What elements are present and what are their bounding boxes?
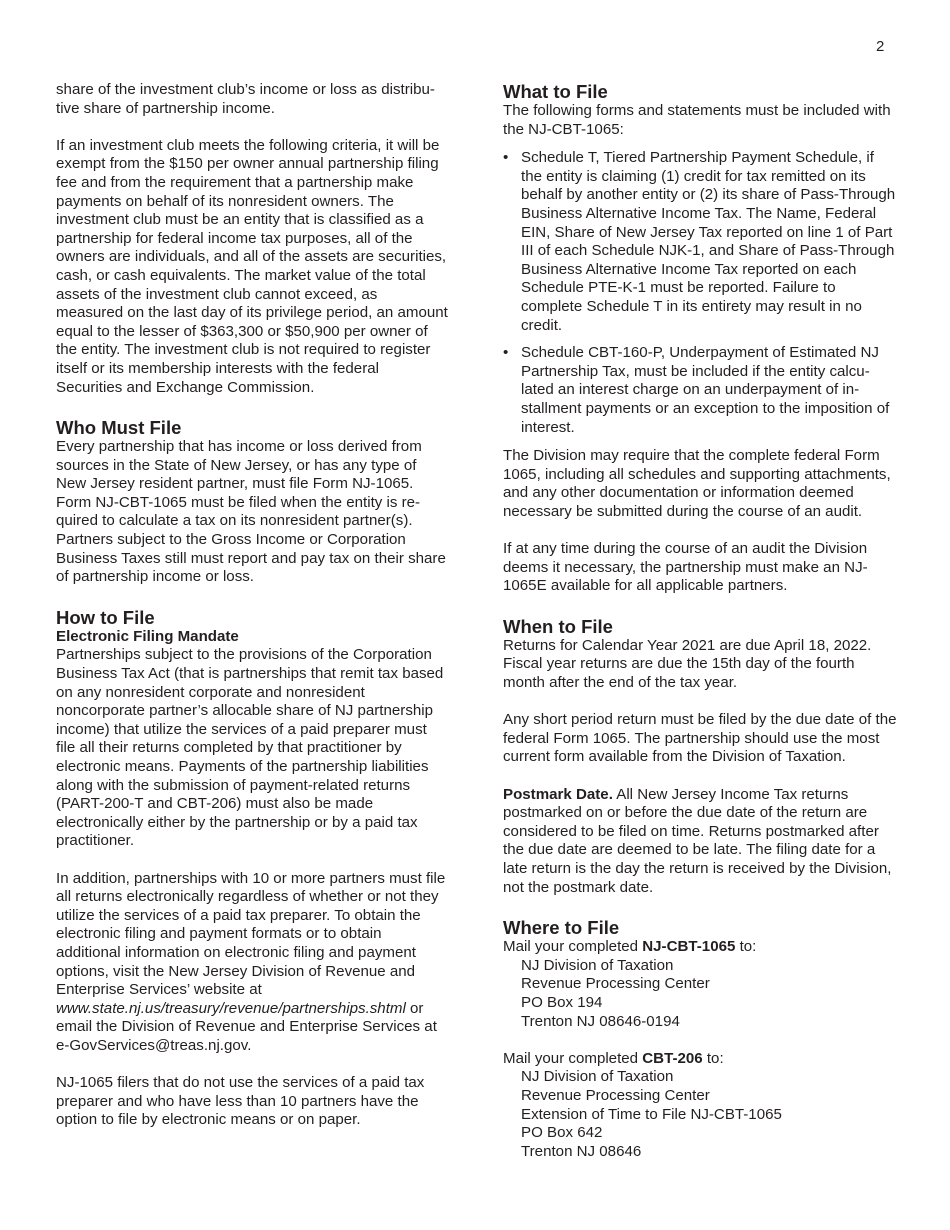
address-1-line: PO Box 194 xyxy=(521,993,603,1011)
what-to-file-text: The following forms and statements must be included with the NJ-CBT-1065: xyxy=(503,102,891,138)
postmark-date-label: Postmark Date. xyxy=(503,785,613,803)
investment-club-continuation: share of the investment club’s income or loss as distributive share of partnership income. xyxy=(56,81,435,117)
partnerships-url-link[interactable]: www.state.nj.us/treasury/revenue/partnerships.shtml xyxy=(56,999,406,1017)
when-to-file-text-1: Returns for Calendar Year 2021 are due April 18, 2022. Fiscal year returns are due the 15th day of the fourth month after the end of the tax year. xyxy=(503,636,872,692)
electronic-filing-text-2 xyxy=(56,870,448,1056)
where-to-file-heading: Where to File xyxy=(503,917,620,939)
address-2-line: Extension of Time to File NJ-CBT-1065 xyxy=(521,1105,782,1123)
who-must-file-heading: Who Must File xyxy=(56,417,182,439)
mail-2-suffix: to: xyxy=(702,1049,724,1067)
how-to-file-heading: How to File xyxy=(56,606,155,628)
division-may-require-text: The Division may require that the complete federal Form 1065, including all schedules and supporting attachments, and any other documentation or information deemed necessary be submitted during the course of an audit. xyxy=(503,447,891,520)
electronic-filing-text-3: NJ-1065 filers that do not use the services of a paid tax preparer and who have less than 10 partners have the option to file by electronic means or on paper. xyxy=(56,1074,425,1129)
when-to-file-heading: When to File xyxy=(503,615,613,637)
address-1-line: NJ Division of Taxation xyxy=(521,956,674,974)
electronic-filing-subheading: Electronic Filing Mandate xyxy=(56,627,239,645)
right-column xyxy=(503,81,897,1161)
mail-2-form: CBT-206 xyxy=(642,1049,703,1067)
address-1-line: Revenue Processing Center xyxy=(521,975,710,993)
list-item-schedule-t: • Schedule T, Tiered Partnership Payment Schedule, if the entity is claiming (1) credit for tax remitted on its behalf by another entity or (2) its share of Pass-Through Business Alternative Income Tax. The Name, Federal EIN, Share of New Jersey Tax reported on line 1 of Part III of each Schedule NJK-1, and Share of Pass-Through Business Alternative Income Tax reported on each Schedule PTE-K-1 must be reported. Failure to complete Schedule T in its entirety may result in no credit. xyxy=(503,149,897,335)
mail-2-prefix: Mail your completed xyxy=(503,1049,643,1067)
address-2-line: Trenton NJ 08646 xyxy=(521,1142,642,1160)
mail-instruction-2 xyxy=(503,1050,897,1069)
electronic-filing-text-2a: In addition, partnerships with 10 or more partners must file all returns electronically regardless of whether or not they utilize the services of a paid tax preparer. To obtain the electronic filing and payment formats or to obtain additional information on electronic filing and payment options, visit the New Jersey Division of Revenue and Enterprise Services’ website at xyxy=(56,869,446,999)
mail-1-form: NJ-CBT-1065 xyxy=(642,938,736,956)
when-to-file-text-2: Any short period return must be filed by the due date of the federal Form 1065. The partnership should use the most current form available from the Division of Taxation. xyxy=(503,711,897,766)
address-2-line: NJ Division of Taxation xyxy=(521,1068,674,1086)
mail-instruction-1 xyxy=(503,938,897,957)
what-to-file-heading: What to File xyxy=(503,81,608,102)
address-2-line: PO Box 642 xyxy=(521,1124,603,1142)
address-1-line: Trenton NJ 08646-0194 xyxy=(521,1012,680,1030)
investment-club-criteria: If an investment club meets the following criteria, it will be exempt from the $150 per owner annual partnership filing fee and from the requirement that a partnership make payments on behalf of its nonresident owners. The investment club must be an entity that is classified as a partnership for federal income tax purposes, all of the owners are individuals, and all of the assets are securities, cash, or cash equivalents. The market value of the total assets of the investment club cannot exceed, as measured on the last day of its privilege period, an amount equal to the lesser of $363,300 or $50,900 per owner of the entity. The investment club is not required to register itself or its membership interests with the federal Securities and Exchange Commission. xyxy=(56,136,448,396)
audit-text: If at any time during the course of an audit the Division deems it necessary, the partnership must make an NJ-1065E available for all applicable partners. xyxy=(503,540,868,595)
who-must-file-text: Every partnership that has income or loss derived from sources in the State of New Jersey, or has any type of New Jersey resident partner, must file Form NJ-1065. Form NJ-CBT-1065 must be filed when the entity is required to calculate a tax on its nonresident partner(s). Partners subject to the Gross Income or Corporation Business Taxes still must report and pay tax on their share of partnership income or loss. xyxy=(56,438,446,586)
electronic-filing-text-1: Partnerships subject to the provisions of the Corporation Business Tax Act (that is partnerships that remit tax based on any nonresident corporate and nonresident noncorporate partner’s allocable share of NJ partnership income) that utilize the services of a paid preparer must file all their returns completed by that practitioner by electronic means. Payments of the partnership liabilities along with the submission of payment-related returns (PART-200-T and CBT-206) must also be made electronically either by the partnership or by a paid tax practitioner. xyxy=(56,646,444,850)
postmark-date-paragraph xyxy=(503,786,897,898)
mail-1-suffix: to: xyxy=(735,938,757,956)
page-number: 2 xyxy=(876,38,885,55)
mailing-address-2 xyxy=(503,1068,897,1161)
address-2-line: Revenue Processing Center xyxy=(521,1086,710,1104)
mailing-address-1 xyxy=(503,957,897,1031)
postmark-date-text: All New Jersey Income Tax returns postmarked on or before the due date of the return are considered to be filed on time. Returns postmarked after the due date are deemed to be late. The filing date for a late return is the day the return is received by the Division, not the postmark date. xyxy=(503,785,892,896)
left-column xyxy=(56,81,448,1130)
list-item-schedule-cbt-160-p: • Schedule CBT-160-P, Underpayment of Estimated NJ Partnership Tax, must be included if the entity calculated an interest charge on an underpayment of installment payments or an exception to the imposition of interest. xyxy=(503,344,897,437)
electronic-filing-text-2b: or email the Division of Revenue and Enterprise Services at e-GovServices@treas.nj.gov. xyxy=(56,999,437,1054)
required-forms-list xyxy=(503,149,897,437)
mail-1-prefix: Mail your completed xyxy=(503,938,643,956)
